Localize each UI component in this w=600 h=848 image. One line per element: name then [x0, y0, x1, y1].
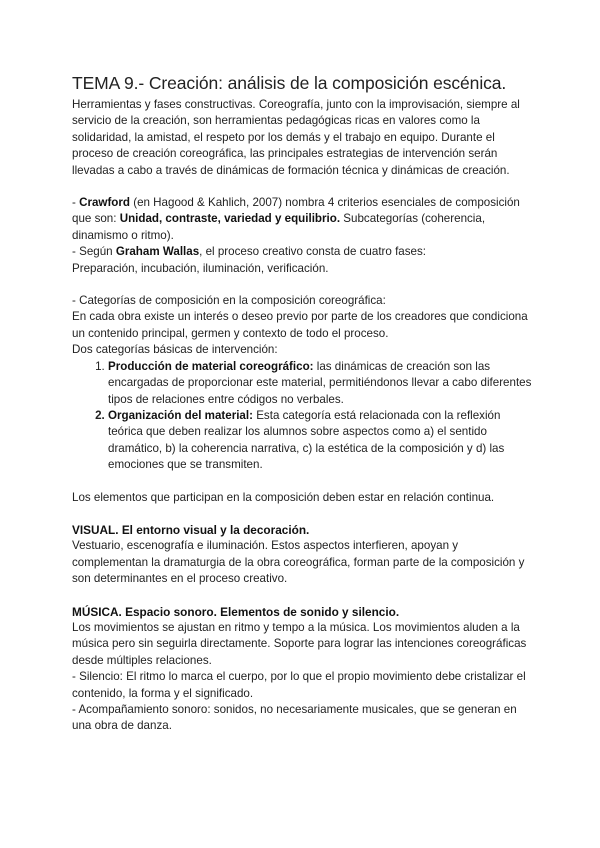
musica-acompanamiento: - Acompañamiento sonoro: sonidos, no necesariamente musicales, que se generan en una obra de danza.	[72, 703, 517, 733]
musica-silencio: - Silencio: El ritmo lo marca el cuerpo, por lo que el propio movimiento debe cristalizar el contenido, la forma y el significado.	[72, 670, 526, 700]
list-item	[108, 408, 532, 474]
list-item-title: Producción de material coreográfico:	[108, 359, 314, 373]
document-page	[72, 72, 532, 735]
wallas-prefix: - Según	[72, 245, 116, 259]
relation-paragraph: Los elementos que participan en la composición deben estar en relación continua.	[72, 490, 495, 504]
crawford-text2: Subcategorías (coherencia, dinamismo o ritmo).	[72, 212, 486, 242]
wallas-phases: Preparación, incubación, iluminación, verificación.	[72, 261, 329, 275]
list-item	[108, 359, 532, 408]
crawford-name: Crawford	[79, 196, 130, 210]
crawford-prefix: -	[72, 196, 80, 210]
categories-subheading: Dos categorías básicas de intervención:	[72, 343, 278, 357]
crawford-paragraph	[72, 195, 532, 244]
wallas-name: Graham Wallas	[115, 245, 200, 259]
categories-heading: - Categorías de composición en la composición coreográfica:	[72, 294, 386, 308]
wallas-paragraph	[72, 244, 532, 260]
page-title: TEMA 9.- Creación: análisis de la composición escénica.	[72, 73, 507, 93]
visual-heading: VISUAL. El entorno visual y la decoración.	[72, 522, 310, 537]
musica-text: Los movimientos se ajustan en ritmo y tempo a la música. Los movimientos aluden a la música pero sin seguirla directamente. Soporte para lograr las intenciones coreográficas desde múltiples relaciones.	[72, 620, 527, 667]
list-item-text: Esta categoría está relacionada con la reflexión teórica que deben realizar los alumnos sobre aspectos como a) el sentido dramático, b) la coherencia narrativa, c) la estética de la composición y d) las emociones que se transmiten.	[108, 408, 505, 472]
intro-paragraph: Herramientas y fases constructivas. Coreografía, junto con la improvisación, siempre al servicio de la creación, son herramientas pedagógicas ricas en valores como la solidaridad, la amistad, el respeto por los demás y el trabajo en equipo. Durante el proceso de creación coreográfica, las principales estrategias de intervención serán llevadas a cabo a través de dinámicas de formación técnica y dinámicas de creación.	[72, 98, 520, 177]
list-item-text: las dinámicas de creación son las encargadas de proporcionar este material, permitiéndonos llevar a cabo diferentes tipos de relaciones entre códigos no verbales.	[108, 359, 532, 406]
visual-text: Vestuario, escenografía e iluminación. Estos aspectos interfieren, apoyan y complementan la dramaturgia de la obra coreográfica, forman parte de la composición y son determinantes en el proceso creativo.	[72, 539, 525, 586]
categories-list	[72, 359, 532, 474]
crawford-criteria: Unidad, contraste, variedad y equilibrio.	[119, 212, 341, 226]
categories-intro: En cada obra existe un interés o deseo previo por parte de los creadores que condiciona un contenido principal, germen y contexto de todo el proceso.	[72, 310, 528, 340]
musica-heading: MÚSICA. Espacio sonoro. Elementos de sonido y silencio.	[72, 604, 400, 619]
wallas-text1: , el proceso creativo consta de cuatro fases:	[199, 245, 427, 259]
crawford-text1: (en Hagood & Kahlich, 2007) nombra 4 criterios esenciales de composición que son:	[72, 196, 520, 226]
list-item-title: Organización del material:	[108, 408, 253, 422]
